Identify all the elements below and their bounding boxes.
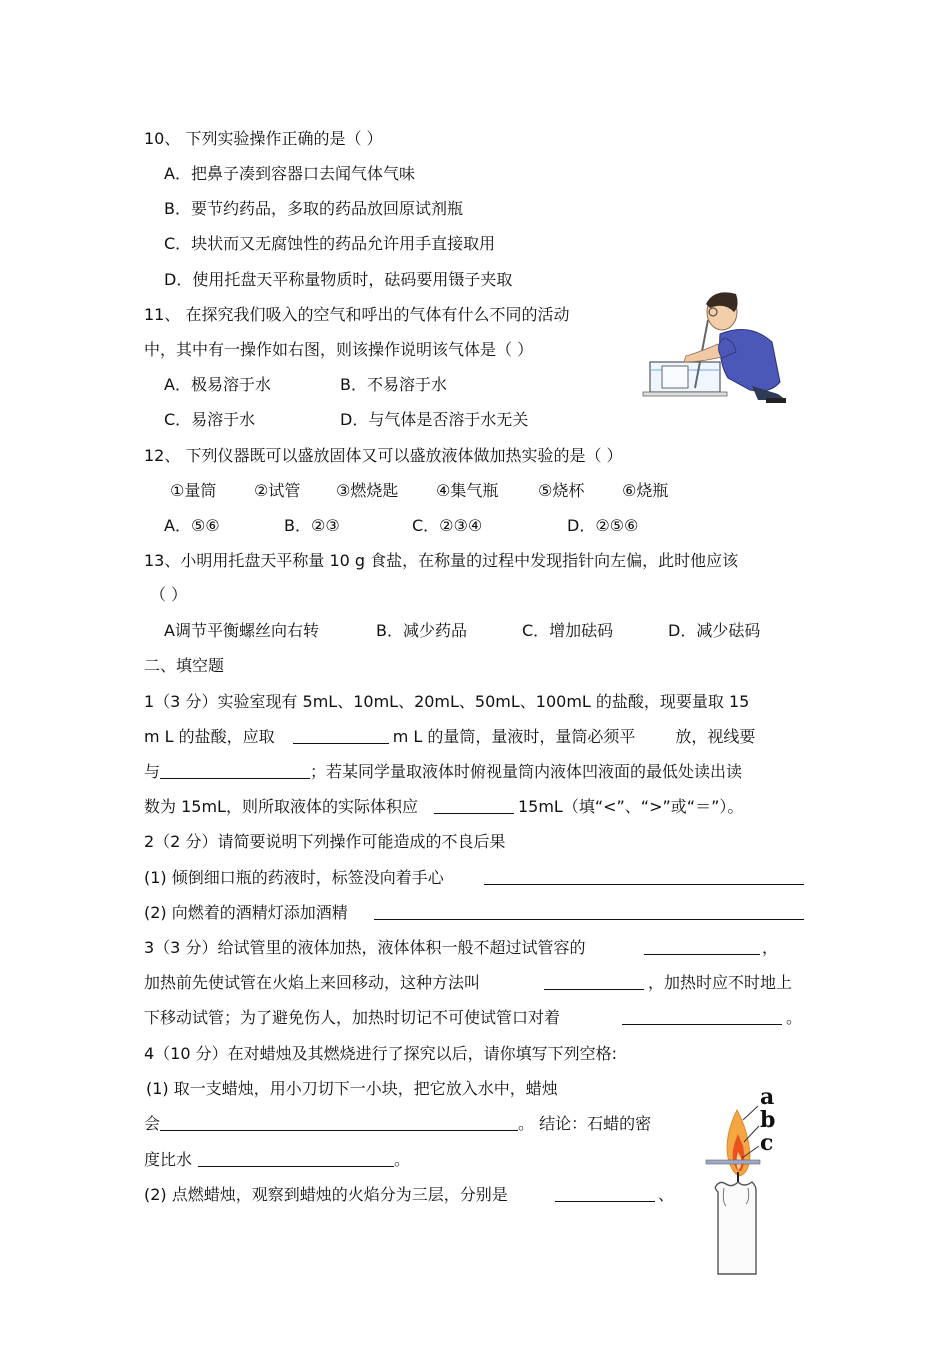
f3-line3-end: 。: [786, 1008, 803, 1027]
f1-text: m L 的盐酸，应取: [144, 727, 275, 746]
f1-line3: [144, 762, 742, 782]
answer-blank[interactable]: [644, 938, 760, 955]
f1-text: 数为 15mL，则所取液体的实际体积应: [144, 797, 418, 816]
flame-label: b: [760, 1107, 776, 1133]
q12-item: ⑤烧杯: [538, 481, 585, 500]
f1-text: ；若某同学量取液体时俯视量筒内液体凹液面的最低处读出读: [310, 762, 743, 781]
q12-option-c: C．②③④: [412, 516, 483, 535]
q12-option-b: B．②③: [284, 516, 340, 535]
f4-text: 度比水: [144, 1150, 193, 1169]
q13-option-c: C．增加砝码: [522, 621, 614, 640]
candle-flame-illustration: [700, 1084, 790, 1280]
f4-part1-line2: [144, 1114, 651, 1134]
answer-blank[interactable]: [374, 903, 804, 920]
q11-option-d: D．与气体是否溶于水无关: [340, 410, 529, 429]
q13-option-a: A调节平衡螺丝向右转: [164, 621, 319, 640]
f3-line2: 加热前先使试管在火焰上来回移动，这种方法叫: [144, 973, 481, 992]
breathing-experiment-illustration: [640, 282, 790, 407]
q11-option-c: C．易溶于水: [164, 410, 256, 429]
q13-stem: 13、小明用托盘天平称量 10 g 食盐，在称量的过程中发现指针向左偏，此时他应该: [144, 551, 739, 570]
f4-stem: 4（10 分）在对蜡烛及其燃烧进行了探究以后，请你填写下列空格:: [144, 1044, 618, 1063]
f1-text: 15mL（填“<”、“>”或“＝”）。: [517, 797, 744, 816]
f3-line2-end: ，加热时应不时地上: [648, 973, 793, 992]
f2-part1: (1) 倾倒细口瓶的药液时，标签没向着手心: [144, 868, 444, 887]
q12-option-d: D．②⑤⑥: [567, 516, 639, 535]
flame-label: c: [760, 1130, 774, 1156]
answer-blank[interactable]: [160, 1114, 518, 1131]
answer-blank[interactable]: [544, 973, 644, 990]
answer-blank[interactable]: [484, 868, 804, 885]
q11-option-b: B．不易溶于水: [340, 375, 447, 394]
answer-blank[interactable]: [160, 762, 310, 779]
f1-line2: [144, 727, 755, 747]
q11-stem-line2: 中，其中有一操作如右图，则该操作说明该气体是（ ）: [144, 340, 534, 359]
answer-blank[interactable]: [622, 1008, 782, 1025]
f3-line1: 3（3 分）给试管里的液体加热，液体体积一般不超过试管容的: [144, 938, 586, 957]
f1-text: m L 的量筒，量液时，量筒必须平: [392, 727, 636, 746]
q10-stem: 10、 下列实验操作正确的是（ ）: [144, 129, 383, 148]
f1-text: 与: [144, 762, 161, 781]
q11-option-a: A．极易溶于水: [164, 375, 271, 394]
q12-item: ②试管: [254, 481, 301, 500]
f4-part1-line1: (1) 取一支蜡烛，用小刀切下一小块，把它放入水中，蜡烛: [146, 1079, 558, 1098]
q10-option-b: B．要节约药品，多取的药品放回原试剂瓶: [164, 199, 463, 218]
f3-line1-end: ，: [762, 938, 779, 957]
f4-part1-line3: [144, 1150, 410, 1170]
q12-item: ④集气瓶: [436, 481, 499, 500]
section-heading: 二、填空题: [144, 656, 225, 675]
f1-line4: [144, 797, 743, 817]
answer-blank[interactable]: [555, 1185, 655, 1202]
q12-item: ⑥烧瓶: [622, 481, 669, 500]
q13-answer-paren: （ ）: [150, 585, 188, 604]
q12-item: ①量筒: [170, 481, 217, 500]
q13-option-d: D．减少砝码: [668, 621, 761, 640]
f4-text: 。 结论：石蜡的密: [518, 1114, 652, 1133]
f4-text: 。: [394, 1150, 411, 1169]
q10-option-a: A．把鼻子凑到容器口去闻气体气味: [164, 164, 415, 183]
f4-text: 会: [144, 1114, 161, 1133]
answer-blank[interactable]: [293, 727, 389, 744]
f2-stem: 2（2 分）请简要说明下列操作可能造成的不良后果: [144, 832, 506, 851]
q11-stem-line1: 11、 在探究我们吸入的空气和呼出的气体有什么不同的活动: [144, 305, 570, 324]
q10-option-d: D．使用托盘天平称量物质时，砝码要用镊子夹取: [164, 270, 513, 289]
answer-blank[interactable]: [434, 797, 514, 814]
q10-option-c: C．块状而又无腐蚀性的药品允许用手直接取用: [164, 234, 496, 253]
q13-option-b: B．减少药品: [376, 621, 467, 640]
flame-label: a: [760, 1084, 775, 1110]
q12-item: ③燃烧匙: [336, 481, 399, 500]
q12-option-a: A．⑤⑥: [164, 516, 220, 535]
f1-text: 放，视线要: [675, 727, 756, 746]
answer-blank[interactable]: [198, 1150, 394, 1167]
f3-line3: 下移动试管；为了避免伤人，加热时切记不可使试管口对着: [144, 1008, 561, 1027]
f2-part2: (2) 向燃着的酒精灯添加酒精: [144, 903, 348, 922]
q12-stem: 12、 下列仪器既可以盛放固体又可以盛放液体做加热实验的是（ ）: [144, 446, 623, 465]
f4-part2-end: 、: [658, 1185, 675, 1204]
f4-part2: (2) 点燃蜡烛，观察到蜡烛的火焰分为三层，分别是: [144, 1185, 508, 1204]
f1-line1: 1（3 分）实验室现有 5mL、10mL、20mL、50mL、100mL 的盐酸，现要量取 15: [144, 692, 750, 711]
